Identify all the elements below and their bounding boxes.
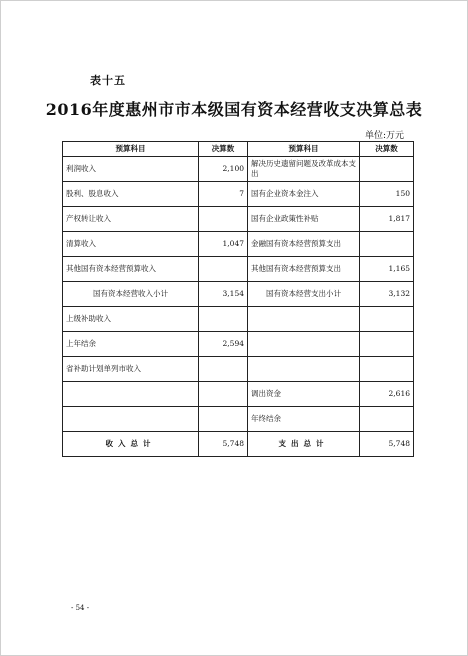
expense-value-cell: 1,165 xyxy=(360,257,414,282)
table-row xyxy=(63,407,414,432)
table-row xyxy=(63,207,414,232)
expense-item-cell: 国有企业政策性补贴 xyxy=(248,207,360,232)
expense-value-cell xyxy=(360,407,414,432)
expense-item-cell xyxy=(248,307,360,332)
expense-value-cell xyxy=(360,307,414,332)
expense-item-cell: 年终结余 xyxy=(248,407,360,432)
income-value-cell xyxy=(199,357,248,382)
expense-value-cell: 150 xyxy=(360,182,414,207)
expense-value-cell: 1,817 xyxy=(360,207,414,232)
table-row xyxy=(63,232,414,257)
expense-total-label: 支出总计 xyxy=(248,432,360,457)
expense-item-cell: 其他国有资本经营预算支出 xyxy=(248,257,360,282)
page-number: - 54 - xyxy=(71,604,90,612)
income-value-cell xyxy=(199,382,248,407)
table-row xyxy=(63,382,414,407)
expense-item-cell: 解决历史遗留问题及改革成本支出 xyxy=(248,157,360,182)
table-row xyxy=(63,182,414,207)
expense-total-value: 5,748 xyxy=(360,432,414,457)
table-row xyxy=(63,332,414,357)
table-row xyxy=(63,157,414,182)
income-total-label: 收入总计 xyxy=(63,432,199,457)
expense-subtotal-value: 3,132 xyxy=(360,282,414,307)
income-item-cell: 省补助计划单列市收入 xyxy=(63,357,199,382)
income-subtotal-value: 3,154 xyxy=(199,282,248,307)
income-item-cell: 其他国有资本经营预算收入 xyxy=(63,257,199,282)
table-label: 表十五 xyxy=(90,74,126,87)
column-header-expense-item: 预算科目 xyxy=(248,142,360,157)
income-item-cell: 上级补助收入 xyxy=(63,307,199,332)
income-value-cell xyxy=(199,307,248,332)
income-value-cell xyxy=(199,257,248,282)
income-value-cell: 2,100 xyxy=(199,157,248,182)
table-row xyxy=(63,307,414,332)
expense-subtotal-label: 国有资本经营支出小计 xyxy=(248,282,360,307)
income-value-cell xyxy=(199,407,248,432)
income-value-cell: 1,047 xyxy=(199,232,248,257)
table-header-row xyxy=(63,142,414,157)
income-value-cell: 7 xyxy=(199,182,248,207)
table-row xyxy=(63,257,414,282)
income-item-cell: 清算收入 xyxy=(63,232,199,257)
budget-table xyxy=(62,141,414,457)
expense-value-cell: 2,616 xyxy=(360,382,414,407)
expense-item-cell: 金融国有资本经营预算支出 xyxy=(248,232,360,257)
income-item-cell xyxy=(63,382,199,407)
table-row xyxy=(63,357,414,382)
income-item-cell: 产权转让收入 xyxy=(63,207,199,232)
expense-value-cell xyxy=(360,332,414,357)
unit-label: 单位:万元 xyxy=(364,131,404,141)
income-item-cell: 股利、股息收入 xyxy=(63,182,199,207)
page-title: 2016年度惠州市市本级国有资本经营收支决算总表 xyxy=(45,100,423,119)
expense-value-cell xyxy=(360,157,414,182)
income-item-cell: 上年结余 xyxy=(63,332,199,357)
expense-value-cell xyxy=(360,232,414,257)
column-header-income-item: 预算科目 xyxy=(63,142,199,157)
income-item-cell: 利润收入 xyxy=(63,157,199,182)
income-total-value: 5,748 xyxy=(199,432,248,457)
total-row xyxy=(63,432,414,457)
expense-item-cell: 调出资金 xyxy=(248,382,360,407)
expense-value-cell xyxy=(360,357,414,382)
column-header-income-value: 决算数 xyxy=(199,142,248,157)
income-item-cell xyxy=(63,407,199,432)
column-header-expense-value: 决算数 xyxy=(360,142,414,157)
expense-item-cell xyxy=(248,332,360,357)
income-value-cell: 2,594 xyxy=(199,332,248,357)
expense-item-cell: 国有企业资本金注入 xyxy=(248,182,360,207)
income-subtotal-label: 国有资本经营收入小计 xyxy=(63,282,199,307)
income-value-cell xyxy=(199,207,248,232)
expense-item-cell xyxy=(248,357,360,382)
subtotal-row xyxy=(63,282,414,307)
